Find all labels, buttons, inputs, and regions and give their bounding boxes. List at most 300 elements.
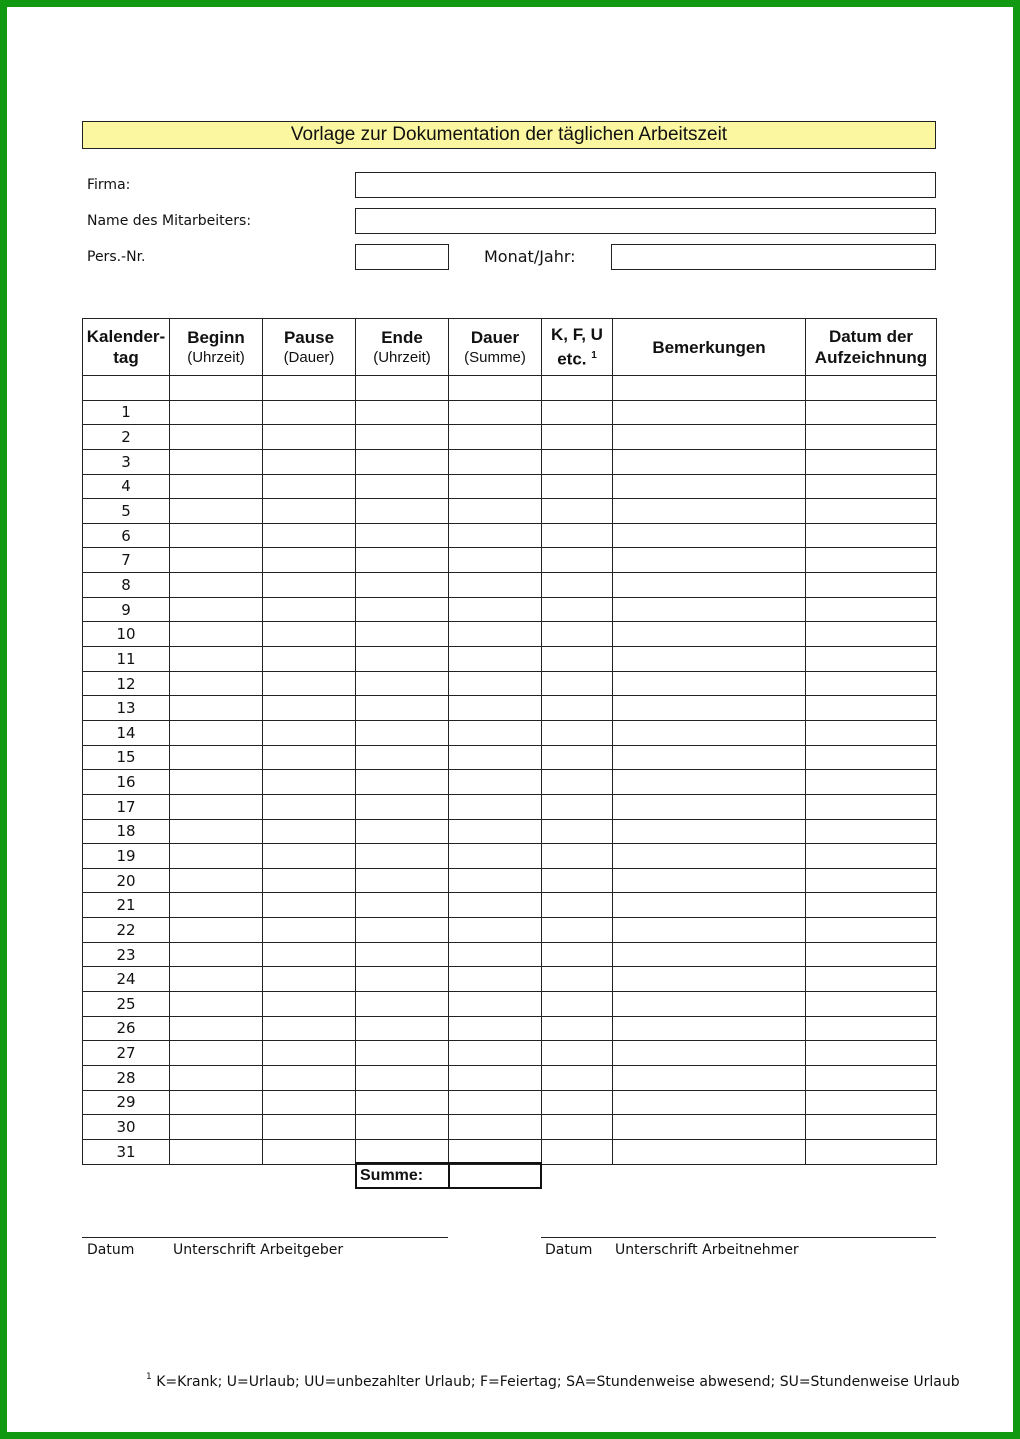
cell-dauer[interactable] (449, 622, 542, 647)
cell-dauer[interactable] (449, 868, 542, 893)
cell-beginn[interactable] (170, 1065, 263, 1090)
header-datum-aufzeichnung-line2: Aufzeichnung (814, 348, 928, 367)
table-row (83, 474, 937, 499)
cell-pause[interactable] (263, 400, 356, 425)
cell-datum-aufzeichnung[interactable] (806, 1065, 937, 1090)
cell-pause[interactable] (263, 992, 356, 1017)
cell-bemerkungen[interactable] (613, 474, 806, 499)
cell-ende[interactable] (356, 573, 449, 598)
cell-pause[interactable] (263, 1139, 356, 1164)
cell-beginn[interactable] (170, 548, 263, 573)
cell-kfu[interactable] (542, 1041, 613, 1066)
day-number: 3 (83, 449, 170, 474)
cell-pause[interactable] (263, 745, 356, 770)
cell-ende[interactable] (356, 844, 449, 869)
cell-bemerkungen[interactable] (613, 523, 806, 548)
cell-datum-aufzeichnung[interactable] (806, 523, 937, 548)
cell-pause[interactable] (263, 597, 356, 622)
cell-datum-aufzeichnung[interactable] (806, 548, 937, 573)
header-pause-line2: (Dauer) (283, 349, 335, 366)
cell-datum-aufzeichnung[interactable] (806, 1115, 937, 1140)
cell-beginn[interactable] (170, 893, 263, 918)
cell-ende[interactable] (356, 794, 449, 819)
cell-datum-aufzeichnung[interactable] (806, 770, 937, 795)
cell-dauer[interactable] (449, 474, 542, 499)
cell-dauer[interactable] (449, 1115, 542, 1140)
name-label: Name des Mitarbeiters: (87, 213, 252, 229)
cell-datum-aufzeichnung[interactable] (806, 1041, 937, 1066)
cell-dauer[interactable] (449, 523, 542, 548)
table-row (83, 819, 937, 844)
table-row (83, 573, 937, 598)
cell-kfu[interactable] (542, 868, 613, 893)
header-pause (263, 319, 356, 376)
header-footnote-marker: 1 (591, 350, 597, 362)
cell-datum-aufzeichnung[interactable] (806, 425, 937, 450)
cell-bemerkungen[interactable] (613, 770, 806, 795)
cell-ende[interactable] (356, 696, 449, 721)
cell-dauer[interactable] (449, 1065, 542, 1090)
cell-bemerkungen[interactable] (613, 893, 806, 918)
cell-kfu[interactable] (542, 992, 613, 1017)
cell-beginn[interactable] (170, 942, 263, 967)
cell-pause[interactable] (263, 1041, 356, 1066)
table-row (83, 671, 937, 696)
cell-bemerkungen[interactable] (613, 1016, 806, 1041)
cell-dauer[interactable] (449, 745, 542, 770)
cell-ende[interactable] (356, 893, 449, 918)
table-row (83, 794, 937, 819)
cell-kfu[interactable] (542, 696, 613, 721)
cell-pause[interactable] (263, 1090, 356, 1115)
cell-bemerkungen[interactable] (613, 376, 806, 401)
cell-datum-aufzeichnung[interactable] (806, 992, 937, 1017)
cell-ende[interactable] (356, 449, 449, 474)
cell-beginn[interactable] (170, 918, 263, 943)
cell-dauer[interactable] (449, 499, 542, 524)
cell-beginn[interactable] (170, 400, 263, 425)
cell-beginn[interactable] (170, 1090, 263, 1115)
cell-datum-aufzeichnung[interactable] (806, 573, 937, 598)
cell-dauer[interactable] (449, 918, 542, 943)
cell-ende[interactable] (356, 376, 449, 401)
cell-dauer[interactable] (449, 376, 542, 401)
cell-beginn[interactable] (170, 622, 263, 647)
cell-ende[interactable] (356, 745, 449, 770)
signature-datum-employee: Datum (545, 1242, 593, 1258)
day-number: 2 (83, 425, 170, 450)
cell-kfu[interactable] (542, 844, 613, 869)
day-number: 24 (83, 967, 170, 992)
cell-dauer[interactable] (449, 967, 542, 992)
cell-ende[interactable] (356, 1139, 449, 1164)
header-beginn-line1: Beginn (187, 328, 245, 347)
cell-pause[interactable] (263, 819, 356, 844)
cell-pause[interactable] (263, 622, 356, 647)
cell-kfu[interactable] (542, 720, 613, 745)
cell-bemerkungen[interactable] (613, 1139, 806, 1164)
cell-kfu[interactable] (542, 597, 613, 622)
cell-kfu[interactable] (542, 671, 613, 696)
cell-ende[interactable] (356, 1065, 449, 1090)
cell-bemerkungen[interactable] (613, 819, 806, 844)
cell-dauer[interactable] (449, 992, 542, 1017)
cell-dauer[interactable] (449, 400, 542, 425)
day-number: 7 (83, 548, 170, 573)
cell-bemerkungen[interactable] (613, 967, 806, 992)
day-number: 30 (83, 1115, 170, 1140)
persnr-field[interactable] (355, 244, 449, 270)
cell-beginn[interactable] (170, 868, 263, 893)
cell-kfu[interactable] (542, 942, 613, 967)
cell-datum-aufzeichnung[interactable] (806, 671, 937, 696)
cell-beginn[interactable] (170, 1115, 263, 1140)
cell-beginn[interactable] (170, 573, 263, 598)
cell-kfu[interactable] (542, 1016, 613, 1041)
cell-dauer[interactable] (449, 647, 542, 672)
cell-bemerkungen[interactable] (613, 1090, 806, 1115)
cell-bemerkungen[interactable] (613, 1041, 806, 1066)
signature-datum-employer: Datum (87, 1242, 135, 1258)
cell-kfu[interactable] (542, 548, 613, 573)
cell-bemerkungen[interactable] (613, 573, 806, 598)
table-row (83, 1041, 937, 1066)
cell-datum-aufzeichnung[interactable] (806, 622, 937, 647)
cell-ende[interactable] (356, 548, 449, 573)
cell-ende[interactable] (356, 992, 449, 1017)
cell-dauer[interactable] (449, 819, 542, 844)
cell-bemerkungen[interactable] (613, 918, 806, 943)
cell-pause[interactable] (263, 671, 356, 696)
table-row (83, 400, 937, 425)
cell-datum-aufzeichnung[interactable] (806, 844, 937, 869)
firma-field[interactable] (355, 172, 936, 198)
cell-bemerkungen[interactable] (613, 597, 806, 622)
cell-datum-aufzeichnung[interactable] (806, 400, 937, 425)
header-kfu-line1: K, F, U (551, 325, 603, 345)
day-number (83, 376, 170, 401)
header-kalendertag-line1: Kalender- (86, 327, 166, 346)
header-ende (356, 319, 449, 376)
cell-datum-aufzeichnung[interactable] (806, 1139, 937, 1164)
cell-kfu[interactable] (542, 499, 613, 524)
cell-datum-aufzeichnung[interactable] (806, 893, 937, 918)
cell-dauer[interactable] (449, 794, 542, 819)
cell-datum-aufzeichnung[interactable] (806, 819, 937, 844)
cell-pause[interactable] (263, 868, 356, 893)
cell-kfu[interactable] (542, 1090, 613, 1115)
cell-ende[interactable] (356, 1115, 449, 1140)
day-number: 11 (83, 647, 170, 672)
cell-dauer[interactable] (449, 573, 542, 598)
day-number: 22 (83, 918, 170, 943)
header-bemerkungen (613, 319, 806, 376)
table-row (83, 967, 937, 992)
cell-ende[interactable] (356, 819, 449, 844)
cell-beginn[interactable] (170, 745, 263, 770)
cell-pause[interactable] (263, 573, 356, 598)
day-number: 12 (83, 671, 170, 696)
cell-bemerkungen[interactable] (613, 671, 806, 696)
cell-datum-aufzeichnung[interactable] (806, 918, 937, 943)
cell-datum-aufzeichnung[interactable] (806, 720, 937, 745)
cell-beginn[interactable] (170, 647, 263, 672)
cell-kfu[interactable] (542, 449, 613, 474)
cell-beginn[interactable] (170, 696, 263, 721)
cell-beginn[interactable] (170, 794, 263, 819)
cell-beginn[interactable] (170, 376, 263, 401)
cell-ende[interactable] (356, 499, 449, 524)
cell-ende[interactable] (356, 671, 449, 696)
cell-beginn[interactable] (170, 992, 263, 1017)
cell-kfu[interactable] (542, 376, 613, 401)
cell-pause[interactable] (263, 967, 356, 992)
cell-beginn[interactable] (170, 720, 263, 745)
table-row (83, 1090, 937, 1115)
cell-bemerkungen[interactable] (613, 868, 806, 893)
header-ende-line2: (Uhrzeit) (373, 349, 431, 366)
table-row (83, 1065, 937, 1090)
cell-kfu[interactable] (542, 794, 613, 819)
cell-beginn[interactable] (170, 499, 263, 524)
cell-bemerkungen[interactable] (613, 425, 806, 450)
footnote-text: K=Krank; U=Urlaub; UU=unbezahlter Urlaub; F=Feiertag; SA=Stundenweise abwesend; SU=Stundenweise Urlaub (156, 1374, 960, 1390)
day-number: 25 (83, 992, 170, 1017)
cell-pause[interactable] (263, 548, 356, 573)
header-datum-aufzeichnung (806, 319, 937, 376)
header-datum-aufzeichnung-line1: Datum der (828, 327, 914, 346)
day-number: 8 (83, 573, 170, 598)
header-kalendertag-line2: tag (113, 348, 139, 367)
table-row (83, 893, 937, 918)
table-row (83, 1016, 937, 1041)
cell-datum-aufzeichnung[interactable] (806, 745, 937, 770)
cell-dauer[interactable] (449, 893, 542, 918)
cell-pause[interactable] (263, 893, 356, 918)
cell-dauer[interactable] (449, 1016, 542, 1041)
cell-datum-aufzeichnung[interactable] (806, 597, 937, 622)
table-row (83, 548, 937, 573)
cell-beginn[interactable] (170, 770, 263, 795)
table-row (83, 770, 937, 795)
cell-bemerkungen[interactable] (613, 400, 806, 425)
table-row (83, 425, 937, 450)
cell-kfu[interactable] (542, 425, 613, 450)
cell-datum-aufzeichnung[interactable] (806, 1090, 937, 1115)
cell-pause[interactable] (263, 376, 356, 401)
cell-beginn[interactable] (170, 967, 263, 992)
cell-bemerkungen[interactable] (613, 720, 806, 745)
day-number: 18 (83, 819, 170, 844)
table-row (83, 449, 937, 474)
cell-beginn[interactable] (170, 1139, 263, 1164)
summe-field[interactable] (448, 1162, 542, 1189)
cell-dauer[interactable] (449, 548, 542, 573)
cell-ende[interactable] (356, 942, 449, 967)
cell-beginn[interactable] (170, 671, 263, 696)
cell-bemerkungen[interactable] (613, 745, 806, 770)
header-dauer (449, 319, 542, 376)
cell-datum-aufzeichnung[interactable] (806, 1016, 937, 1041)
table-row (83, 597, 937, 622)
cell-dauer[interactable] (449, 844, 542, 869)
cell-bemerkungen[interactable] (613, 622, 806, 647)
cell-bemerkungen[interactable] (613, 942, 806, 967)
cell-beginn[interactable] (170, 597, 263, 622)
cell-bemerkungen[interactable] (613, 844, 806, 869)
cell-ende[interactable] (356, 1041, 449, 1066)
cell-pause[interactable] (263, 1065, 356, 1090)
time-table (82, 318, 937, 1165)
cell-beginn[interactable] (170, 474, 263, 499)
cell-dauer[interactable] (449, 425, 542, 450)
cell-pause[interactable] (263, 425, 356, 450)
cell-kfu[interactable] (542, 474, 613, 499)
cell-ende[interactable] (356, 1090, 449, 1115)
cell-bemerkungen[interactable] (613, 794, 806, 819)
cell-pause[interactable] (263, 474, 356, 499)
cell-ende[interactable] (356, 720, 449, 745)
cell-kfu[interactable] (542, 1065, 613, 1090)
cell-beginn[interactable] (170, 1016, 263, 1041)
table-row (83, 992, 937, 1017)
cell-dauer[interactable] (449, 770, 542, 795)
cell-kfu[interactable] (542, 400, 613, 425)
day-number: 21 (83, 893, 170, 918)
cell-pause[interactable] (263, 770, 356, 795)
table-row (83, 523, 937, 548)
table-row (83, 918, 937, 943)
cell-datum-aufzeichnung[interactable] (806, 499, 937, 524)
cell-ende[interactable] (356, 597, 449, 622)
cell-kfu[interactable] (542, 622, 613, 647)
cell-ende[interactable] (356, 647, 449, 672)
header-ende-line1: Ende (381, 328, 423, 347)
signature-label-employer: Unterschrift Arbeitgeber (173, 1242, 344, 1258)
cell-pause[interactable] (263, 499, 356, 524)
cell-datum-aufzeichnung[interactable] (806, 696, 937, 721)
cell-bemerkungen[interactable] (613, 548, 806, 573)
cell-kfu[interactable] (542, 1115, 613, 1140)
name-field[interactable] (355, 208, 936, 234)
cell-kfu[interactable] (542, 967, 613, 992)
cell-ende[interactable] (356, 474, 449, 499)
cell-beginn[interactable] (170, 449, 263, 474)
cell-kfu[interactable] (542, 918, 613, 943)
cell-ende[interactable] (356, 622, 449, 647)
cell-beginn[interactable] (170, 819, 263, 844)
cell-dauer[interactable] (449, 1139, 542, 1164)
cell-pause[interactable] (263, 844, 356, 869)
cell-dauer[interactable] (449, 720, 542, 745)
cell-kfu[interactable] (542, 745, 613, 770)
header-kalendertag (83, 319, 170, 376)
cell-ende[interactable] (356, 1016, 449, 1041)
table-row (83, 745, 937, 770)
cell-datum-aufzeichnung[interactable] (806, 967, 937, 992)
cell-bemerkungen[interactable] (613, 696, 806, 721)
cell-bemerkungen[interactable] (613, 499, 806, 524)
document-title: Vorlage zur Dokumentation der täglichen Arbeitszeit (82, 121, 936, 149)
cell-pause[interactable] (263, 1016, 356, 1041)
cell-ende[interactable] (356, 523, 449, 548)
cell-beginn[interactable] (170, 523, 263, 548)
cell-datum-aufzeichnung[interactable] (806, 942, 937, 967)
cell-bemerkungen[interactable] (613, 1115, 806, 1140)
header-beginn-line2: (Uhrzeit) (187, 349, 245, 366)
day-number: 17 (83, 794, 170, 819)
cell-pause[interactable] (263, 647, 356, 672)
cell-dauer[interactable] (449, 696, 542, 721)
table-row (83, 696, 937, 721)
table-row (83, 720, 937, 745)
header-row (83, 319, 937, 376)
table-row (83, 868, 937, 893)
firma-label: Firma: (87, 177, 131, 193)
cell-pause[interactable] (263, 720, 356, 745)
cell-dauer[interactable] (449, 449, 542, 474)
day-number: 20 (83, 868, 170, 893)
cell-beginn[interactable] (170, 1041, 263, 1066)
day-number: 13 (83, 696, 170, 721)
cell-datum-aufzeichnung[interactable] (806, 794, 937, 819)
monat-field[interactable] (611, 244, 936, 270)
cell-dauer[interactable] (449, 1041, 542, 1066)
cell-pause[interactable] (263, 1115, 356, 1140)
cell-kfu[interactable] (542, 770, 613, 795)
cell-pause[interactable] (263, 449, 356, 474)
day-number: 19 (83, 844, 170, 869)
cell-datum-aufzeichnung[interactable] (806, 449, 937, 474)
cell-pause[interactable] (263, 942, 356, 967)
cell-datum-aufzeichnung[interactable] (806, 376, 937, 401)
cell-datum-aufzeichnung[interactable] (806, 647, 937, 672)
cell-ende[interactable] (356, 967, 449, 992)
cell-dauer[interactable] (449, 942, 542, 967)
cell-ende[interactable] (356, 400, 449, 425)
cell-bemerkungen[interactable] (613, 647, 806, 672)
cell-ende[interactable] (356, 918, 449, 943)
cell-ende[interactable] (356, 425, 449, 450)
cell-pause[interactable] (263, 523, 356, 548)
cell-datum-aufzeichnung[interactable] (806, 868, 937, 893)
table-row (83, 1115, 937, 1140)
cell-bemerkungen[interactable] (613, 449, 806, 474)
cell-pause[interactable] (263, 794, 356, 819)
cell-ende[interactable] (356, 868, 449, 893)
cell-kfu[interactable] (542, 523, 613, 548)
cell-kfu[interactable] (542, 647, 613, 672)
cell-beginn[interactable] (170, 844, 263, 869)
cell-pause[interactable] (263, 918, 356, 943)
cell-dauer[interactable] (449, 597, 542, 622)
cell-dauer[interactable] (449, 1090, 542, 1115)
cell-dauer[interactable] (449, 671, 542, 696)
cell-bemerkungen[interactable] (613, 992, 806, 1017)
header-beginn (170, 319, 263, 376)
cell-ende[interactable] (356, 770, 449, 795)
cell-bemerkungen[interactable] (613, 1065, 806, 1090)
cell-kfu[interactable] (542, 1139, 613, 1164)
header-pause-line1: Pause (283, 328, 335, 347)
cell-kfu[interactable] (542, 573, 613, 598)
day-number: 31 (83, 1139, 170, 1164)
cell-kfu[interactable] (542, 819, 613, 844)
cell-beginn[interactable] (170, 425, 263, 450)
cell-pause[interactable] (263, 696, 356, 721)
cell-datum-aufzeichnung[interactable] (806, 474, 937, 499)
cell-kfu[interactable] (542, 893, 613, 918)
